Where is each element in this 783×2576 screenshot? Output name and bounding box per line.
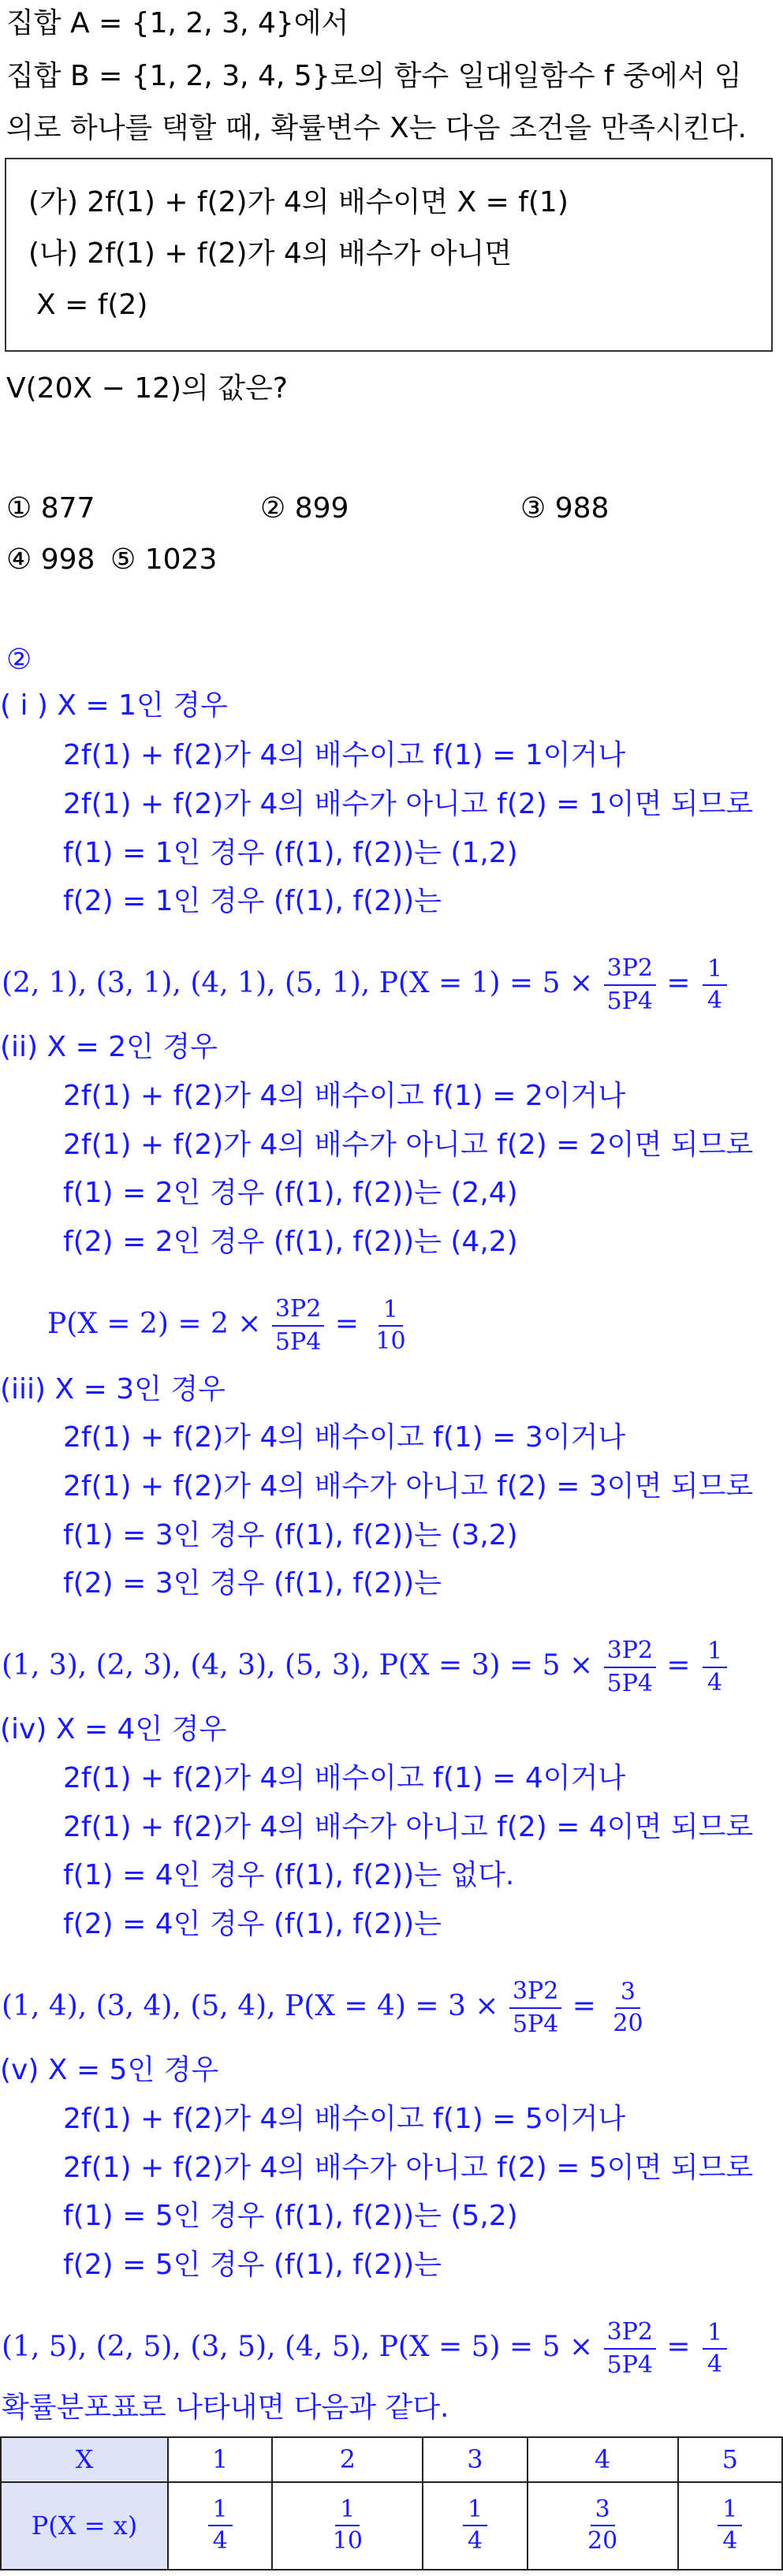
choice-4 (6, 540, 95, 580)
case-3-line-1: 2f(1) + f(2)가 4의 배수이고 f(1) = 3이거나 (63, 1421, 626, 1454)
case-1-probability: (2, 1), (3, 1), (4, 1), (5, 1), P(X = 1) = 5 × $\frac{3P2}{5P4}$ = $\frac{1}{4}$ (2, 953, 730, 1017)
choice-value: 1023 (144, 543, 218, 576)
case-1-title: ( i ) X = 1인 경우 (0, 689, 228, 722)
table-cell-x: 3 (423, 2437, 527, 2482)
choice-mark: ② (260, 492, 286, 525)
choice-1 (6, 489, 95, 528)
case-5-line-1: 2f(1) + f(2)가 4의 배수이고 f(1) = 5이거나 (63, 2103, 626, 2135)
case-3-pairs: (1, 3), (2, 3), (4, 3), (5, 3), P(X = 3) = 5 × (2, 1649, 594, 1682)
table-cell-x: 4 (528, 2437, 678, 2482)
table-row-p (1, 2482, 782, 2570)
case-2-line-1: 2f(1) + f(2)가 4의 배수이고 f(1) = 2이거나 (63, 1080, 626, 1112)
table-cell-p: $\frac{1}{4}$ (678, 2482, 782, 2570)
table-row-x (1, 2437, 782, 2482)
case-5-pairs: (1, 5), (2, 5), (3, 5), (4, 5), P(X = 5) = 5 × (2, 2331, 594, 2363)
case-1-pairs: (2, 1), (3, 1), (4, 1), (5, 1), P(X = 1) = 5 × (2, 967, 594, 999)
case-4-line-1: 2f(1) + f(2)가 4의 배수이고 f(1) = 4이거나 (63, 1762, 626, 1794)
problem-line-3: 의로 하나를 택할 때, 확률변수 X는 다음 조건을 만족시킨다. (6, 112, 747, 144)
choice-value: 877 (40, 492, 95, 525)
case-3-title: (iii) X = 3인 경우 (0, 1373, 226, 1406)
question-text: V(20X − 12)의 값은? (6, 372, 288, 405)
table-header-x: X (1, 2437, 168, 2482)
probability-table (0, 2436, 783, 2570)
case-1-line-3: f(1) = 1인 경우 (f(1), f(2))는 (1,2) (63, 837, 518, 869)
choice-value: 899 (294, 492, 349, 525)
case-5-line-4: f(2) = 5인 경우 (f(1), f(2))는 (63, 2249, 442, 2281)
case-2-pairs: P(X = 2) = 2 × (47, 1308, 262, 1340)
case-5-title: (v) X = 5인 경우 (0, 2054, 219, 2086)
result-fraction: $\frac{1}{4}$ (703, 2318, 727, 2380)
case-3-line-4: f(2) = 3인 경우 (f(1), f(2))는 (63, 1567, 442, 1600)
case-4-title: (iv) X = 4인 경우 (0, 1713, 227, 1745)
case-4-pairs: (1, 4), (3, 4), (5, 4), P(X = 4) = 3 × (2, 1990, 499, 2022)
choice-value: 998 (40, 543, 95, 576)
case-2-line-3: f(1) = 2인 경우 (f(1), f(2))는 (2,4) (63, 1177, 518, 1209)
condition-box (5, 158, 773, 352)
case-2-line-4: f(2) = 2인 경우 (f(1), f(2))는 (4,2) (63, 1226, 518, 1258)
case-4-line-4: f(2) = 4인 경우 (f(1), f(2))는 (63, 1908, 442, 1940)
choice-2 (260, 489, 349, 528)
table-cell-p: $\frac{1}{4}$ (423, 2482, 527, 2570)
table-header-p: P(X = x) (1, 2482, 168, 2570)
choice-mark: ① (6, 492, 32, 525)
table-cell-x: 2 (272, 2437, 423, 2482)
problem-line-2: 집합 B = {1, 2, 3, 4, 5}로의 함수 일대일함수 f 중에서 임 (6, 60, 742, 92)
permutation-fraction: $\frac{3P2}{5P4}$ (604, 1635, 656, 1700)
condition-a: (가) 2f(1) + f(2)가 4의 배수이면 X = f(1) (28, 186, 569, 218)
case-5-line-3: f(1) = 5인 경우 (f(1), f(2))는 (5,2) (63, 2200, 518, 2232)
table-cell-x: 5 (678, 2437, 782, 2482)
choice-5 (110, 540, 217, 580)
problem-line-1: 집합 A = {1, 2, 3, 4}에서 (6, 7, 349, 39)
result-fraction: $\frac{1}{10}$ (375, 1296, 406, 1355)
case-1-line-1: 2f(1) + f(2)가 4의 배수이고 f(1) = 1이거나 (63, 739, 626, 771)
case-4-probability: (1, 4), (3, 4), (5, 4), P(X = 4) = 3 × $\frac{3P2}{5P4}$ = $\frac{3}{20}$ (2, 1976, 651, 2040)
case-2-line-2: 2f(1) + f(2)가 4의 배수가 아니고 f(2) = 2이면 되므로 (63, 1129, 754, 1161)
case-3-line-2: 2f(1) + f(2)가 4의 배수가 아니고 f(2) = 3이면 되므로 (63, 1470, 754, 1503)
result-fraction: $\frac{1}{4}$ (703, 954, 727, 1016)
choice-value: 988 (554, 492, 610, 525)
table-cell-p: $\frac{1}{4}$ (168, 2482, 272, 2570)
choice-mark: ⑤ (110, 543, 136, 576)
case-2-title: (ii) X = 2인 경우 (0, 1031, 218, 1063)
permutation-fraction: $\frac{3P2}{5P4}$ (509, 1976, 561, 2040)
case-3-probability: (1, 3), (2, 3), (4, 3), (5, 3), P(X = 3) = 5 × $\frac{3P2}{5P4}$ = $\frac{1}{4}$ (2, 1635, 730, 1700)
case-5-probability: (1, 5), (2, 5), (3, 5), (4, 5), P(X = 5) = 5 × $\frac{3P2}{5P4}$ = $\frac{1}{4}$ (2, 2317, 730, 2381)
permutation-fraction: $\frac{3P2}{5P4}$ (604, 2317, 656, 2381)
table-cell-p: $\frac{3}{20}$ (528, 2482, 678, 2570)
permutation-fraction: $\frac{3P2}{5P4}$ (272, 1294, 324, 1358)
table-cell-x: 1 (168, 2437, 272, 2482)
table-intro: 확률분포표로 나타내면 다음과 같다. (2, 2391, 449, 2424)
case-4-line-2: 2f(1) + f(2)가 4의 배수가 아니고 f(2) = 4이면 되므로 (63, 1811, 754, 1843)
case-2-probability: P(X = 2) = 2 × $\frac{3P2}{5P4}$ = $\frac{1}{10}$ (47, 1294, 414, 1358)
case-3-line-3: f(1) = 3인 경우 (f(1), f(2))는 (3,2) (63, 1519, 518, 1551)
choice-3 (520, 489, 609, 528)
condition-b-line-2: X = f(2) (36, 289, 148, 321)
case-1-line-2: 2f(1) + f(2)가 4의 배수가 아니고 f(2) = 1이면 되므로 (63, 788, 754, 820)
choice-mark: ③ (520, 492, 546, 525)
permutation-fraction: $\frac{3P2}{5P4}$ (604, 953, 656, 1017)
condition-b-line-1: (나) 2f(1) + f(2)가 4의 배수가 아니면 (28, 237, 513, 270)
case-5-line-2: 2f(1) + f(2)가 4의 배수가 아니고 f(2) = 5이면 되므로 (63, 2152, 754, 2184)
result-fraction: $\frac{3}{20}$ (613, 1978, 643, 2037)
table-cell-p: $\frac{1}{10}$ (272, 2482, 423, 2570)
answer-mark: ② (6, 644, 32, 676)
case-4-line-3: f(1) = 4인 경우 (f(1), f(2))는 없다. (63, 1859, 515, 1891)
choice-mark: ④ (6, 543, 32, 576)
result-fraction: $\frac{1}{4}$ (703, 1637, 727, 1698)
case-1-line-4: f(2) = 1인 경우 (f(1), f(2))는 (63, 885, 442, 917)
